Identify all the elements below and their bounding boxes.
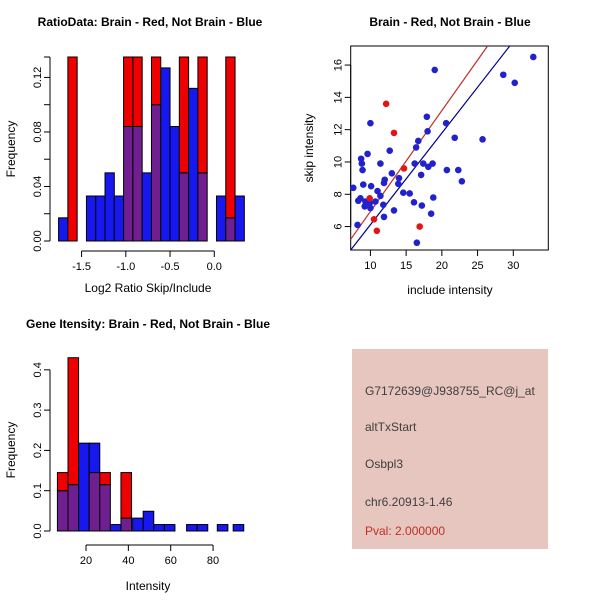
svg-text:0.3: 0.3	[32, 402, 44, 418]
x-axis-label: include intensity	[407, 283, 493, 297]
svg-text:6: 6	[332, 223, 345, 230]
svg-text:-0.5: -0.5	[160, 261, 180, 273]
x-axis-label: Intensity	[125, 579, 171, 593]
svg-text:12: 12	[332, 123, 345, 136]
histogram-bars	[57, 358, 243, 531]
svg-text:-1.5: -1.5	[72, 261, 92, 273]
svg-text:80: 80	[206, 555, 220, 567]
x-axis-label: Log2 Ratio Skip/Include	[84, 281, 212, 295]
svg-text:15: 15	[400, 260, 413, 272]
svg-text:25: 25	[471, 260, 484, 272]
svg-text:0.4: 0.4	[32, 362, 44, 378]
svg-text:0.12: 0.12	[32, 66, 44, 89]
svg-text:20: 20	[79, 555, 93, 567]
svg-text:0.2: 0.2	[32, 442, 44, 459]
svg-text:0.04: 0.04	[32, 175, 44, 198]
y-axis-label: skip intensity	[302, 113, 316, 183]
svg-text:0.08: 0.08	[32, 121, 44, 143]
svg-text:-1.0: -1.0	[116, 261, 136, 273]
gene-info-panel	[352, 349, 548, 549]
intensity-scatter-chart	[300, 0, 600, 300]
svg-text:10: 10	[332, 155, 345, 169]
x-axis	[72, 251, 222, 273]
gene-intensity-histogram-chart	[0, 300, 300, 600]
gene-symbol-text: Osbpl3	[365, 457, 404, 471]
svg-text:60: 60	[164, 555, 177, 567]
chart-title: Gene Itensity: Brain - Red, Not Brain - Blue	[25, 317, 271, 331]
scatter-points-not_brain	[350, 54, 537, 246]
x-axis	[364, 250, 519, 272]
y-axis-label: Frequency	[4, 421, 18, 479]
event-type-text: altTxStart	[365, 420, 417, 434]
svg-text:40: 40	[122, 555, 135, 567]
y-axis-label: Frequency	[4, 120, 18, 178]
probe-id-text: G7172639@J938755_RC@j_at	[365, 384, 535, 398]
svg-text:0.00: 0.00	[32, 230, 44, 252]
svg-text:0.1: 0.1	[32, 483, 44, 499]
y-axis	[32, 57, 50, 252]
locus-text: chr6.20913-1.46	[365, 495, 453, 509]
y-axis	[333, 59, 351, 230]
x-axis	[80, 545, 219, 567]
svg-text:20: 20	[435, 260, 448, 272]
histogram-bars	[59, 57, 245, 241]
pval-text: Pval: 2.000000	[365, 524, 446, 538]
svg-text:8: 8	[332, 191, 345, 198]
y-axis	[32, 362, 50, 538]
svg-text:10: 10	[364, 260, 377, 272]
chart-title: RatioData: Brain - Red, Not Brain - Blue	[37, 15, 263, 29]
svg-text:0.0: 0.0	[206, 261, 222, 273]
svg-text:16: 16	[332, 58, 345, 72]
ratio-histogram-chart	[0, 0, 300, 300]
plot-box	[351, 46, 549, 250]
chart-title: Brain - Red, Not Brain - Blue	[369, 15, 531, 29]
svg-text:14: 14	[332, 91, 345, 104]
svg-text:30: 30	[507, 260, 520, 272]
svg-text:0.0: 0.0	[32, 523, 44, 539]
